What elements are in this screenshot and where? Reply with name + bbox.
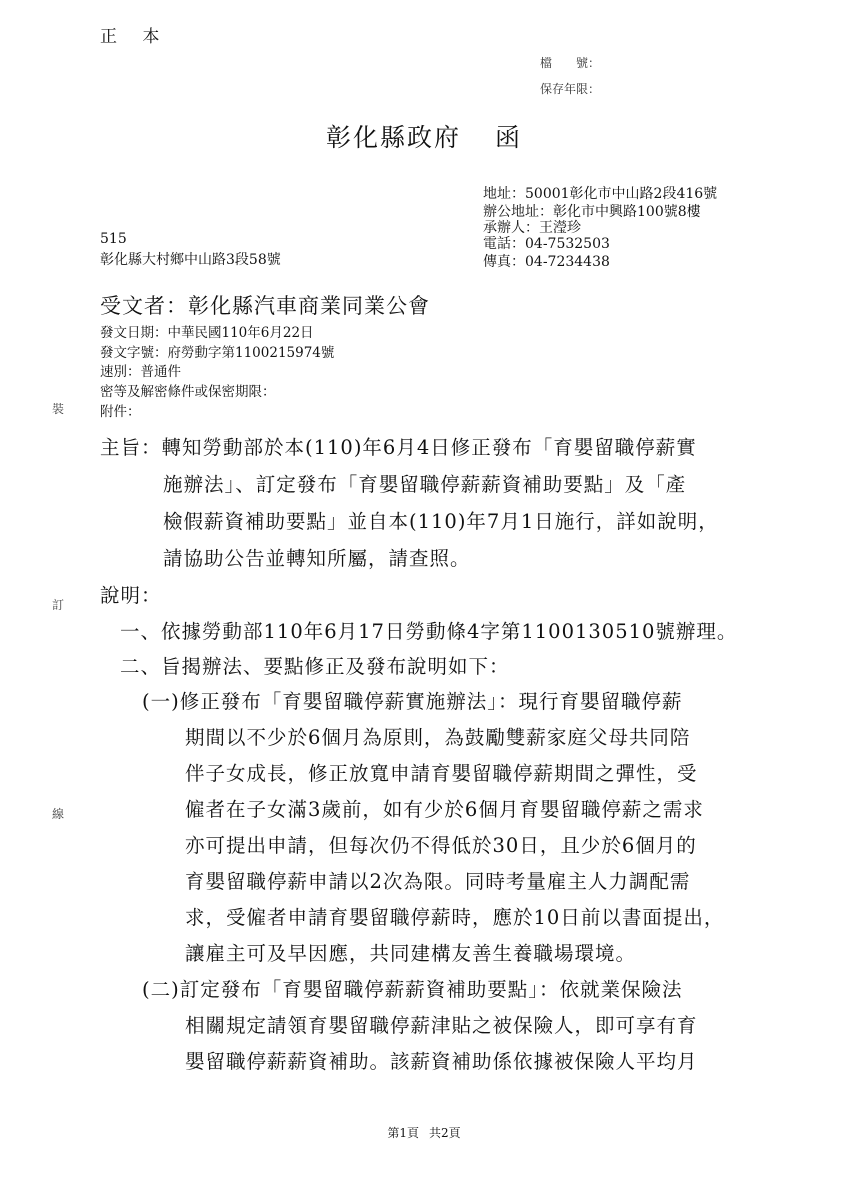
delivery-speed: 速別：普通件 (100, 364, 181, 380)
binding-mark-xian: 線 (52, 807, 65, 821)
subject-line: 主旨：轉知勞動部於本(110)年6月4日修正發布「育嬰留職停薪實 (100, 436, 697, 459)
sub-item-1-line: (一)修正發布「育嬰留職停薪實施辦法」：現行育嬰留職停薪 (142, 690, 683, 713)
sub-item-2-line: 相關規定請領育嬰留職停薪津貼之被保險人，即可享有育 (185, 1014, 698, 1037)
security-classification: 密等及解密條件或保密期限： (100, 384, 276, 400)
document-title (0, 118, 848, 154)
sub-item-1-line: 伴子女成長，修正放寬申請育嬰留職停薪期間之彈性，受 (185, 762, 698, 785)
retention-period-label: 保存年限： (540, 82, 601, 96)
explanation-item-2: 二、旨揭辦法、要點修正及發布說明如下： (120, 655, 510, 678)
explanation-heading: 說明： (100, 584, 162, 607)
original-copy-stamp: 正 本 (100, 27, 170, 47)
case-handler: 承辦人：王瀅珍 (483, 220, 581, 236)
explanation-item-1: 一、依據勞動部110年6月17日勞動條4字第1100130510號辦理。 (120, 620, 738, 643)
office-address: 辦公地址：彰化市中興路100號8樓 (483, 204, 701, 220)
subject-line: 請協助公告並轉知所屬，請查照。 (163, 547, 471, 570)
subject-line: 施辦法」、訂定發布「育嬰留職停薪薪資補助要點」及「產 (163, 473, 687, 496)
sub-item-2-line: (二)訂定發布「育嬰留職停薪薪資補助要點」：依就業保險法 (142, 978, 683, 1001)
sub-item-1-line: 育嬰留職停薪申請以2次為限。同時考量雇主人力調配需 (185, 870, 691, 893)
binding-mark-ding: 訂 (52, 598, 65, 612)
page-footer (0, 1124, 848, 1141)
fax-number: 傳真：04-7234438 (483, 254, 610, 270)
phone-number: 電話：04-7532503 (483, 236, 610, 252)
sub-item-1-line: 讓雇主可及早因應，共同建構友善生養職場環境。 (185, 942, 637, 965)
document-number: 發文字號：府勞動字第1100215974號 (100, 345, 335, 361)
issue-date: 發文日期：中華民國110年6月22日 (100, 325, 314, 341)
binding-mark-zhuang: 裝 (52, 402, 65, 416)
page-total: 共2頁 (429, 1126, 461, 1140)
recipient-line: 受文者：彰化縣汽車商業同業公會 (100, 294, 430, 318)
agency-name: 彰化縣政府 (325, 123, 461, 152)
page-number: 第1頁 (387, 1126, 419, 1140)
document-type: 函 (495, 123, 523, 152)
sub-item-1-line: 期間以不少於6個月為原則，為鼓勵雙薪家庭父母共同陪 (185, 726, 691, 749)
file-number-label: 檔 號： (540, 56, 601, 70)
sub-item-2-line: 嬰留職停薪薪資補助。該薪資補助係依據被保險人平均月 (185, 1050, 698, 1073)
sub-item-1-line: 求，受僱者申請育嬰留職停薪時，應於10日前以書面提出， (185, 906, 725, 929)
postal-code: 515 (100, 231, 127, 247)
agency-address: 地址：50001彰化市中山路2段416號 (483, 186, 718, 202)
sub-item-1-line: 亦可提出申請，但每次仍不得低於30日，且少於6個月的 (185, 834, 697, 857)
attachments-label: 附件： (100, 404, 141, 420)
sub-item-1-line: 僱者在子女滿3歲前，如有少於6個月育嬰留職停薪之需求 (185, 798, 704, 821)
subject-line: 檢假薪資補助要點」並自本(110)年7月1日施行，詳如說明， (163, 510, 719, 533)
recipient-address: 彰化縣大村鄉中山路3段58號 (100, 252, 281, 268)
